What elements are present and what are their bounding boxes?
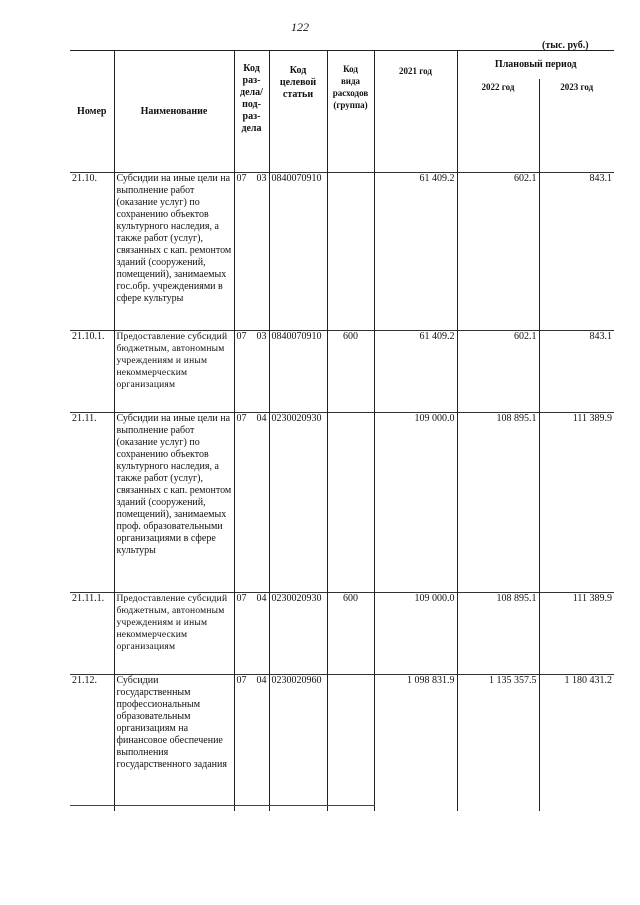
header-expense-line: вида [340, 76, 361, 86]
subsection-code: 04 [256, 413, 267, 424]
row-expense [327, 173, 374, 331]
header-year-2021: 2021 год [374, 51, 457, 173]
row-section [234, 413, 269, 593]
section-code: 07 [236, 593, 247, 604]
row-2021: 1 098 831.9 [374, 675, 457, 811]
row-number: 21.12. [70, 675, 114, 811]
header-target-line: Код [289, 65, 307, 76]
row-2021: 61 409.2 [374, 173, 457, 331]
header-section-line: дела/ [240, 87, 263, 98]
page-number: 122 [291, 20, 309, 34]
section-code: 07 [236, 675, 247, 686]
header-year-2023: 2023 год [539, 79, 614, 173]
header-expense-line: Код [343, 64, 358, 74]
header-section-line: раз- [242, 111, 261, 122]
section-code: 07 [236, 413, 247, 424]
units-label: (тыс. руб.) [542, 40, 589, 51]
row-2021: 109 000.0 [374, 413, 457, 593]
row-target: 0230020960 [269, 675, 327, 811]
row-2023: 843.1 [539, 173, 614, 331]
header-expense-line: (группа) [333, 100, 368, 110]
header-section-line: раз- [242, 75, 261, 86]
section-code: 07 [236, 173, 247, 184]
row-2022: 108 895.1 [457, 413, 539, 593]
row-2021: 61 409.2 [374, 331, 457, 413]
subsection-code: 03 [256, 173, 267, 184]
subsection-code: 03 [256, 331, 267, 342]
header-name: Наименование [114, 51, 234, 173]
header-year-2022: 2022 год [457, 79, 539, 173]
header-planned-period: Плановый период [457, 51, 614, 79]
row-2023: 843.1 [539, 331, 614, 413]
row-2023: 1 180 431.2 [539, 675, 614, 811]
row-target: 0840070910 [269, 173, 327, 331]
row-name: Предоставление субсидий бюджетным, автономным учреждениям и иным некоммерческим организациям [114, 593, 234, 675]
header-target-line: статьи [282, 89, 314, 100]
row-name: Субсидии на иные цели на выполнение работ (оказание услуг) по сохранению объектов культурного наследия, а также работ (услуг), связанных с кап. ремонтом зданий (сооружений, помещений), занимаемых проф. образовательными организациями в сфере культуры [114, 413, 234, 593]
row-section [234, 331, 269, 413]
header-section-line: дела [241, 123, 262, 134]
row-2022: 602.1 [457, 173, 539, 331]
table-row [70, 413, 614, 593]
budget-table [70, 50, 614, 811]
row-section [234, 675, 269, 811]
row-2022: 1 135 357.5 [457, 675, 539, 811]
header-section-line: Код [243, 63, 260, 74]
row-target: 0230020930 [269, 593, 327, 675]
table-row [70, 173, 614, 331]
row-expense: 600 [327, 331, 374, 413]
row-section [234, 173, 269, 331]
subsection-code: 04 [256, 593, 267, 604]
header-number: Номер [70, 51, 114, 173]
table-row [70, 675, 614, 811]
row-name: Субсидии государственным профессиональным образовательным организациям на финансовое обеспечение выполнения государственного задания [114, 675, 234, 811]
row-target: 0840070910 [269, 331, 327, 413]
row-expense [327, 413, 374, 593]
row-target: 0230020930 [269, 413, 327, 593]
subsection-code: 04 [256, 675, 267, 686]
header-section-line: под- [242, 99, 261, 110]
row-expense: 600 [327, 593, 374, 675]
row-2022: 602.1 [457, 331, 539, 413]
row-number: 21.10.1. [70, 331, 114, 413]
row-2023: 111 389.9 [539, 593, 614, 675]
row-section [234, 593, 269, 675]
header-target-line: целевой [279, 77, 317, 88]
row-2022: 108 895.1 [457, 593, 539, 675]
table-row [70, 593, 614, 675]
row-expense [327, 675, 374, 811]
table-row [70, 331, 614, 413]
row-name: Субсидии на иные цели на выполнение работ (оказание услуг) по сохранению объектов культурного наследия, а также работ (услуг), связанных с кап. ремонтом зданий (сооружений, помещений), занимаемых гос.обр. учреждениями в сфере культуры [114, 173, 234, 331]
header-section [234, 51, 269, 173]
table-bottom-rule [70, 805, 375, 806]
header-expense [327, 51, 374, 173]
header-target [269, 51, 327, 173]
row-2021: 109 000.0 [374, 593, 457, 675]
row-number: 21.11.1. [70, 593, 114, 675]
row-number: 21.11. [70, 413, 114, 593]
row-2023: 111 389.9 [539, 413, 614, 593]
row-number: 21.10. [70, 173, 114, 331]
section-code: 07 [236, 331, 247, 342]
header-expense-line: расходов [332, 88, 369, 98]
row-name: Предоставление субсидий бюджетным, автономным учреждениям и иным некоммерческим организациям [114, 331, 234, 413]
